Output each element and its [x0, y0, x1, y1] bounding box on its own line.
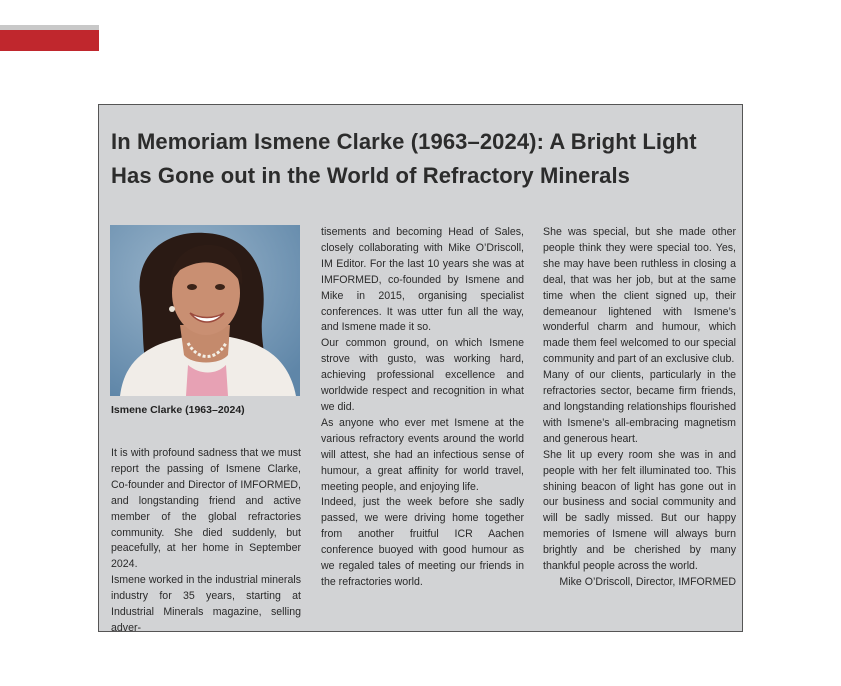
article-title: In Memoriam Ismene Clarke (1963–2024): A Bright Light Has Gone out in the World of Refractory Minerals	[111, 129, 697, 188]
portrait-photo	[110, 225, 300, 396]
paragraph: Our common ground, on which Ismene strove with gusto, was working hard, achieving professional excellence and worldwide respect and recognition in what we did.	[321, 337, 524, 413]
paragraph: She lit up every room she was in and people with her felt illuminated too. This shining beacon of light has gone out in our business and social community and will be sadly missed. But our happy memories of Ismene will always burn brightly and be cherished by many thankful people across the world.	[543, 448, 736, 573]
author-signature: Mike O’Driscoll, Director, IMFORMED	[559, 575, 736, 588]
photo-caption: Ismene Clarke (1963–2024)	[111, 404, 245, 416]
header-accent-bar	[0, 30, 99, 51]
text-column-2	[321, 225, 524, 591]
paragraph: Ismene worked in the industrial minerals industry for 35 years, starting at Industrial Minerals magazine, selling adver-	[111, 574, 301, 634]
paragraph: Many of our clients, particularly in the refractories sector, became firm friends, and longstanding relationships flourished with Ismene’s all-embracing magnetism and generous heart.	[543, 369, 736, 445]
paragraph: As anyone who ever met Ismene at the various refractory events around the world will attest, she had an infectious sense of humour, a great affinity for world travel, meeting people, and enjoying life.	[321, 416, 524, 493]
text-column-1	[111, 446, 301, 637]
memoriam-box	[98, 104, 743, 632]
portrait-illustration	[110, 225, 300, 396]
paragraph: Indeed, just the week before she sadly passed, we were driving home together from another fruitful ICR Aachen conference buoyed with good humour as we regaled tales of meeting our friends in the refractories world.	[321, 496, 524, 588]
paragraph: It is with profound sadness that we must report the passing of Ismene Clarke, Co-founder and Director of IMFORMED, and longstanding friend and active member of the global refractories community. She died suddenly, but peacefully, at her home in September 2024.	[111, 447, 301, 571]
paragraph: She was special, but she made other people think they were special too. Yes, she may have been ruthless in closing a deal, that was her job, but at the same time when the client signed up, their demeanour lightened with Ismene’s wonderful charm and humour, which made them feel welcomed to our special community and part of an exclusive club.	[543, 226, 736, 366]
text-column-3	[543, 225, 736, 591]
paragraph: tisements and becoming Head of Sales, closely collaborating with Mike O’Driscoll, IM Editor. For the last 10 years she was at IMFORMED, co-founded by Ismene and Mike in 2015, organising specialist conferences. It was utter fun all the way, and Ismene made it so.	[321, 226, 524, 334]
